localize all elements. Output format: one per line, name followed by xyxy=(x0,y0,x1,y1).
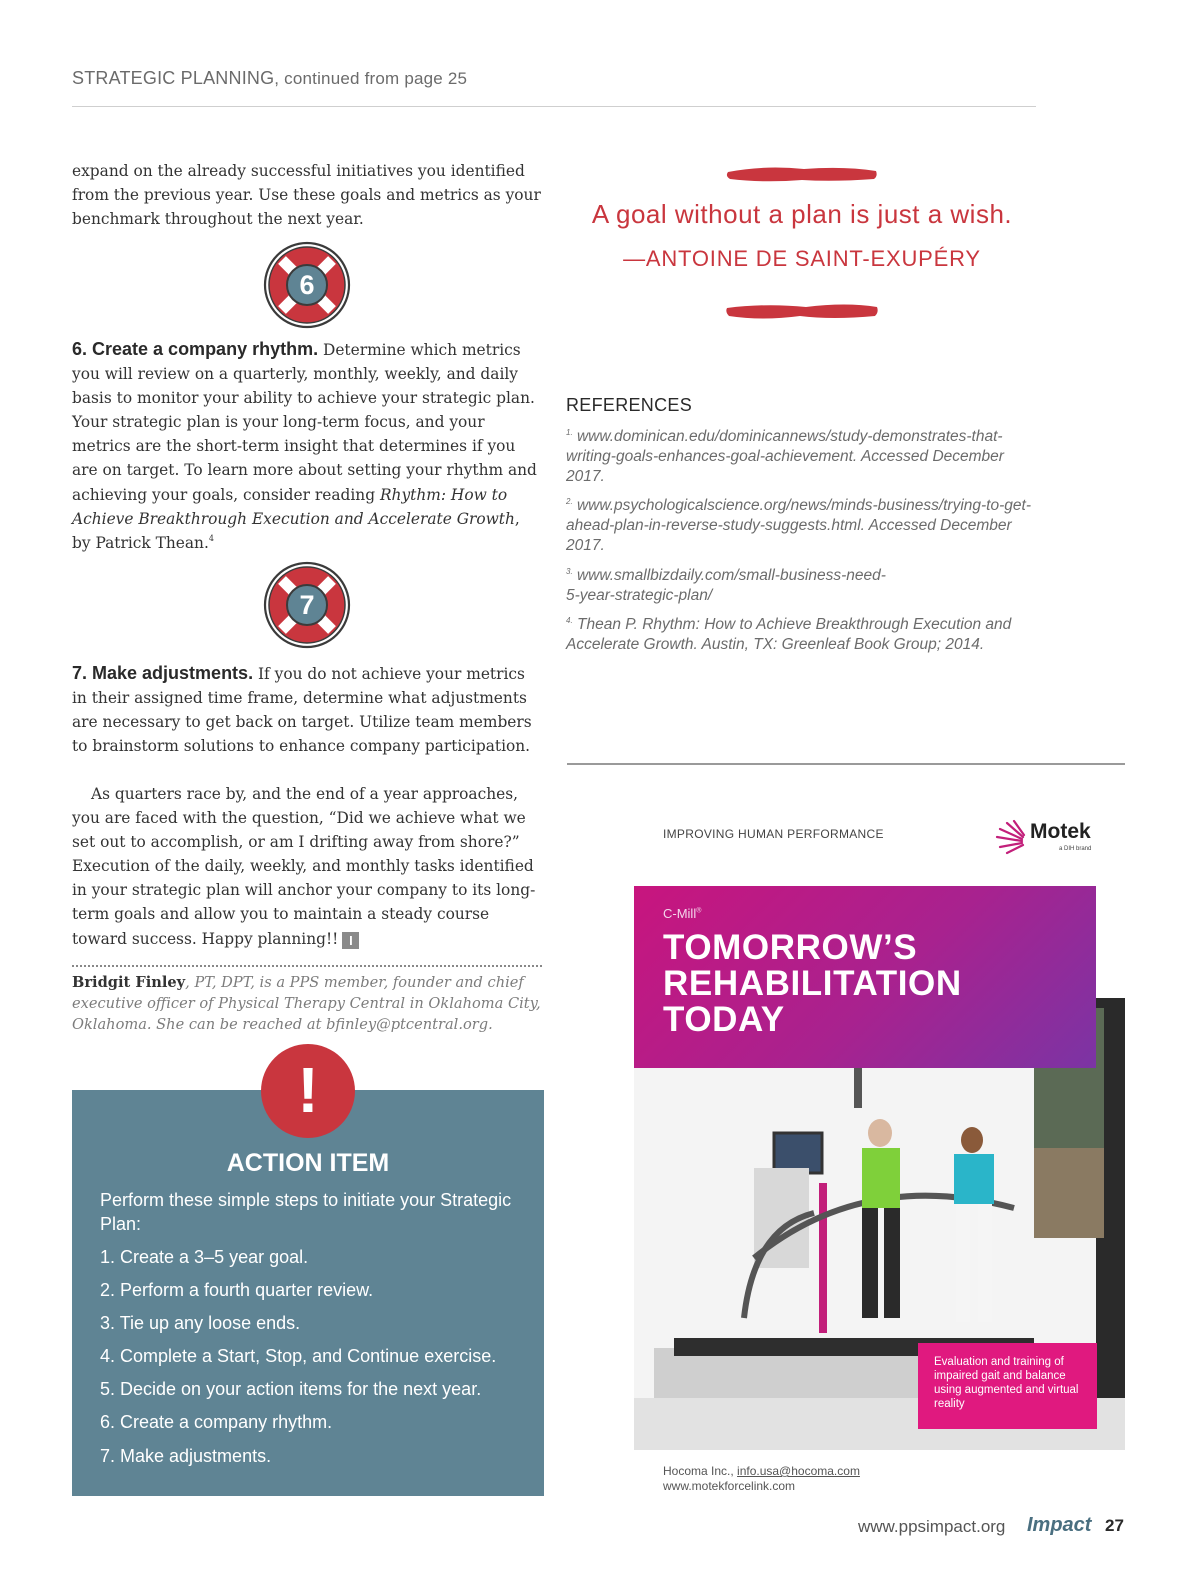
action-step: 3. Tie up any loose ends. xyxy=(100,1313,301,1334)
step-7-paragraph xyxy=(72,661,542,758)
reference-text: www.psychologicalscience.org/news/minds-business/trying-to-get-ahead-plan-in-reverse-study-suggests.html. Accessed December 2017. xyxy=(566,497,1031,554)
exclamation-icon xyxy=(261,1044,355,1138)
quote-attribution: —ANTOINE DE SAINT-EXUPÉRY xyxy=(623,246,981,271)
author-bio xyxy=(72,973,542,1035)
continued-note: , continued from page 25 xyxy=(274,69,468,88)
step-6-body-end: , by Patrick Thean. xyxy=(72,509,520,552)
contact-company: Hocoma Inc., xyxy=(663,1464,738,1478)
reference-number: 2. xyxy=(566,497,573,506)
action-step: 7. Make adjustments. xyxy=(100,1445,272,1466)
reference-text: Thean P. Rhythm: How to Achieve Breakthrough Execution and Accelerate Growth. Austin, TX: Greenleaf Book Group; 2014. xyxy=(566,616,1012,653)
ad-divider xyxy=(567,763,1125,765)
reference-text: www.dominican.edu/dominicannews/study-demonstrates-that-writing-goals-enhances-goal-achievement. Accessed December 2017. xyxy=(566,428,1004,485)
reference-item xyxy=(566,566,896,606)
ad-tagline: IMPROVING HUMAN PERFORMANCE xyxy=(663,827,884,841)
reference-number: 1. xyxy=(566,428,573,437)
brush-stroke-bottom xyxy=(724,300,880,322)
reference-item xyxy=(566,615,1041,655)
action-step: 1. Create a 3–5 year goal. xyxy=(100,1247,309,1267)
ad-contact-line xyxy=(663,1464,860,1479)
footnote-ref: 4 xyxy=(208,533,214,543)
end-mark-icon: I xyxy=(342,932,359,949)
book-title: Rhythm: How to Achieve Breakthrough Execution and Accelerate Growth xyxy=(72,485,515,528)
step-7-body: If you do not achieve your metrics in their assigned time frame, determine what adjustments are necessary to get back on target. Utilize team members to brainstorm solutions to enhance company participation. xyxy=(72,665,532,756)
life-ring-icon-6 xyxy=(262,240,352,330)
contact-website[interactable]: www.motekforcelink.com xyxy=(663,1479,796,1493)
ad-product-name xyxy=(663,906,701,921)
step-7-heading: 7. Make adjustments. xyxy=(72,663,254,683)
action-item-intro: Perform these simple steps to initiate your Strategic Plan: xyxy=(100,1190,512,1234)
contact-email-link[interactable]: info.usa@hocoma.com xyxy=(737,1464,860,1478)
author-bio-text: , PT, DPT, is a PPS member, founder and chief executive officer of Physical Therapy Central in Oklahoma City, Oklahoma. She can be reached at bfinley@ptcentral.org. xyxy=(72,974,541,1033)
step-6-paragraph xyxy=(72,337,542,555)
brush-stroke-top xyxy=(724,163,880,185)
motek-brand: Motek xyxy=(1030,820,1091,843)
byline-divider xyxy=(72,965,542,967)
action-step: 2. Perform a fourth quarter review. xyxy=(100,1280,374,1301)
footer-brand: Impact xyxy=(1027,1514,1092,1536)
motek-logo-icon xyxy=(994,817,1030,857)
ad-contact xyxy=(663,1464,860,1494)
reference-item xyxy=(566,427,1041,487)
exclamation-glyph: ! xyxy=(297,1054,319,1126)
action-step: 5. Decide on your action items for the next year. xyxy=(100,1379,482,1400)
step-number: 7 xyxy=(299,589,315,620)
life-ring-icon-7 xyxy=(262,560,352,650)
motek-sub-brand: a DIH brand xyxy=(1059,846,1092,852)
step-number: 6 xyxy=(299,269,315,300)
closing-text: As quarters race by, and the end of a year approaches, you are faced with the question, “Did we achieve what we set out to accomplish, or am I drifting away from shore?” Execution of the daily, weekly, and monthly tasks identified in your strategic plan will anchor your company to its long-term goals and allow you to maintain a steady course toward success. Happy planning!! xyxy=(72,785,536,948)
ad-caption: Evaluation and training of impaired gait and balance using augmented and virtual reality xyxy=(934,1356,1079,1410)
pull-quote: A goal without a plan is just a wish. xyxy=(591,199,1013,229)
section-label: STRATEGIC PLANNING xyxy=(72,68,275,88)
reference-item xyxy=(566,496,1041,556)
page-number: 27 xyxy=(1105,1516,1124,1535)
registered-mark: ® xyxy=(696,907,702,915)
product-label: C-Mill xyxy=(663,906,697,921)
references-heading: REFERENCES xyxy=(566,395,693,415)
reference-number: 3. xyxy=(566,567,573,576)
intro-paragraph: expand on the already successful initiatives you identified from the previous year. Use these goals and metrics as your benchmark throughout the next year. xyxy=(72,162,541,229)
action-item-title: ACTION ITEM xyxy=(226,1149,390,1177)
reference-number: 4. xyxy=(566,616,573,625)
step-6-body: Determine which metrics you will review on a quarterly, monthly, weekly, and daily basis to monitor your ability to achieve your strategic plan. Your strategic plan is your long-term focus, and your metrics are the short-term insight that determines if you are on target. To learn more about setting your rhythm and achieving your goals, consider reading xyxy=(72,341,537,504)
reference-text: www.smallbizdaily.com/small-business-need-5-year-strategic-plan/ xyxy=(566,567,886,604)
action-step: 4. Complete a Start, Stop, and Continue exercise. xyxy=(100,1346,497,1367)
step-6-heading: 6. Create a company rhythm. xyxy=(72,339,319,359)
footer-url: www.ppsimpact.org xyxy=(858,1517,1006,1536)
action-item-list xyxy=(100,1246,540,1478)
closing-paragraph xyxy=(72,782,542,951)
action-step: 6. Create a company rhythm. xyxy=(100,1412,333,1433)
header-divider xyxy=(72,106,1036,107)
ad-headline: TOMORROW’S REHABILITATION TODAY xyxy=(663,928,962,1039)
running-header xyxy=(72,68,467,89)
author-name: Bridgit Finley xyxy=(72,974,186,991)
